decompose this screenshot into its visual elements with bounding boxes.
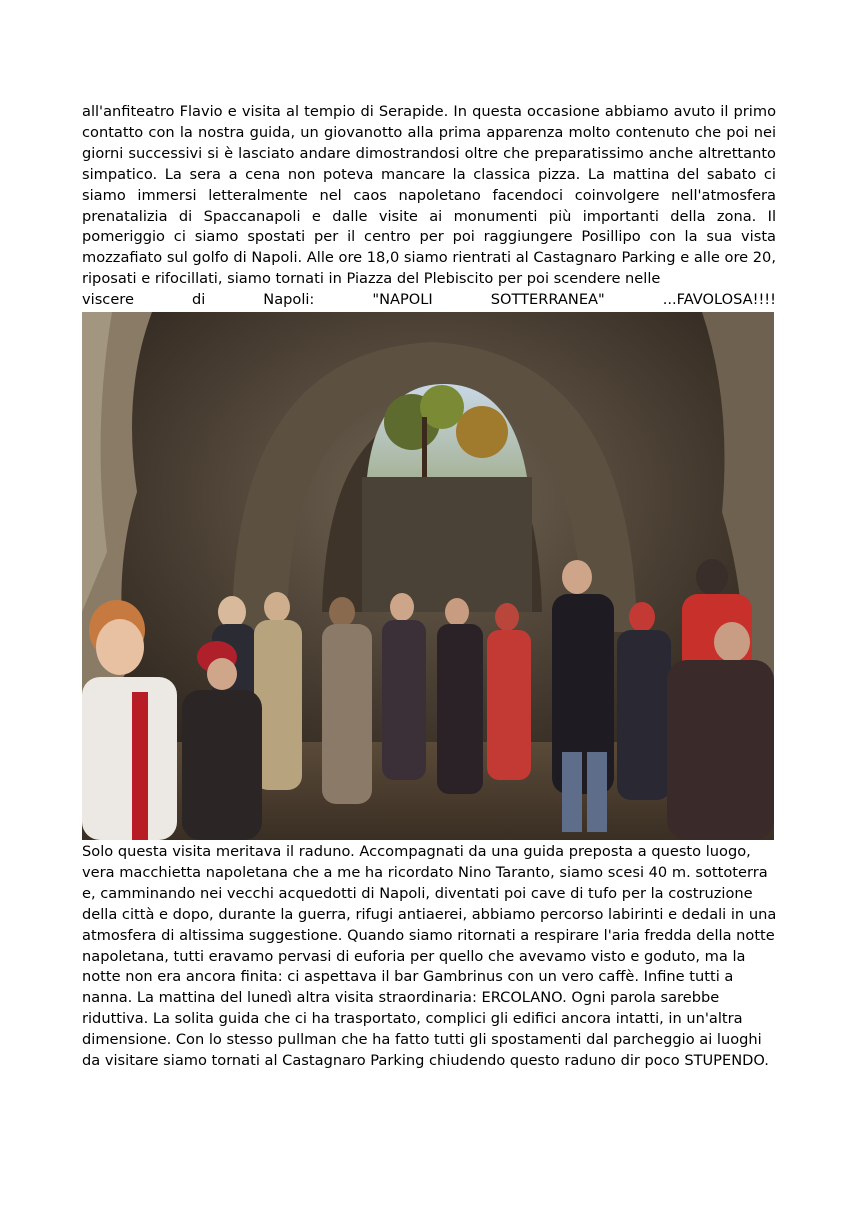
photo-illustration	[82, 312, 774, 840]
paragraph-top-last-line: viscere di Napoli: "NAPOLI SOTTERRANEA" ...FAVOLOSA!!!!	[82, 291, 776, 309]
paragraph-top-text: all'anfiteatro Flavio e visita al tempio di Serapide. In questa occasione abbiamo avuto il primo contatto con la nostra guida, un giovanotto alla prima apparenza molto contenuto che poi nei giorni successivi si è lasciato andare dimostrandosi oltre che preparatissimo anche altrettanto simpatico. La sera a cena non poteva mancare la classica pizza. La mattina del sabato ci siamo immersi letteralmente nel caos napoletano facendoci coinvolgere nell'atmosfera prenatalizia di Spaccanapoli e dalle visite ai monumenti più importanti della zona. Il pomeriggio ci siamo spostati per il centro per poi raggiungere Posillipo con la sua vista mozzafiato sul golfo di Napoli. Alle ore 18,0 siamo rientrati al Castagnaro Parking e alle ore 20, riposati e rifocillati, siamo tornati in Piazza del Plebiscito per poi scendere nelle	[82, 103, 776, 288]
paragraph-top	[82, 102, 776, 311]
underground-cave-group-photo	[82, 312, 774, 840]
paragraph-bottom: Solo questa visita meritava il raduno. Accompagnati da una guida preposta a questo luogo, vera macchietta napoletana che a me ha ricordato Nino Taranto, siamo scesi 40 m. sottoterra e, camminando nei vecchi acquedotti di Napoli, diventati poi cave di tufo per la costruzione della città e dopo, durante la guerra, rifugi antiaerei, abbiamo percorso labirinti e dedali in una atmosfera di altissima suggestione. Quando siamo ritornati a respirare l'aria fredda della notte napoletana, tutti eravamo pervasi di euforia per quello che avevamo visto e goduto, ma la notte non era ancora finita: ci aspettava il bar Gambrinus con un vero caffè. Infine tutti a nanna. La mattina del lunedì altra visita straordinaria: ERCOLANO. Ogni parola sarebbe riduttiva. La solita guida che ci ha trasportato, complici gli edifici ancora intatti, in un'altra dimensione. Con lo stesso pullman che ha fatto tutti gli spostamenti dal parcheggio ai luoghi da visitare siamo tornati al Castagnaro Parking chiudendo questo raduno dir poco STUPENDO.	[82, 843, 777, 1070]
